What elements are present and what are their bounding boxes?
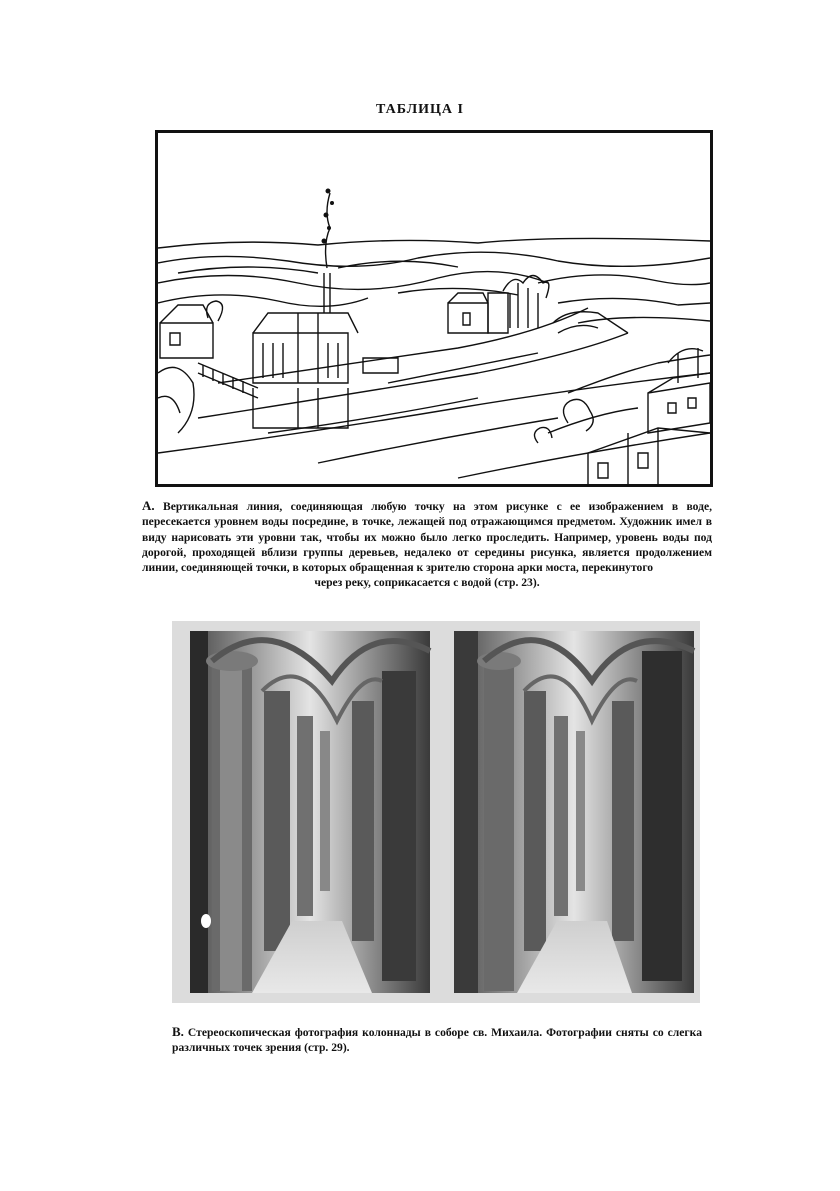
figure-b-caption <box>172 1024 702 1056</box>
left-stereo-photo <box>190 631 430 993</box>
figure-a-caption <box>142 498 712 591</box>
figure-a-letter: А. <box>142 498 155 513</box>
page-title: ТАБЛИЦА I <box>376 102 464 117</box>
figure-a-caption-text: Вертикальная линия, соединяющая любую точку на этом рисунке с ее изображением в воде, пересекается уровнем воды посредине, в точке, лежащей под отражающимся предметом. Художник имел в виду нарисовать эти уровни так, чтобы их можно было легко проследить. Например, уровень воды под дорогой, проходящей вблизи группы деревьев, недалеко от середины рисунка, является продолжением линии, соединяющей точки, в которых обращенная к зрителю сторона арки моста, перекинутого <box>142 500 712 575</box>
right-stereo-photo <box>454 631 694 993</box>
figure-a-caption-last-line: через реку, соприкасается с водой (стр. 23). <box>314 576 540 590</box>
figure-b-stereoscopic-photograph <box>172 621 700 1003</box>
figure-b-letter: В. <box>172 1024 184 1039</box>
figure-b-caption-text: Стереоскопическая фотография колоннады в соборе св. Михаила. Фотографии сняты со слегка различных точек зрения (стр. 29). <box>172 1026 702 1055</box>
figure-a-landscape-drawing <box>155 130 713 487</box>
